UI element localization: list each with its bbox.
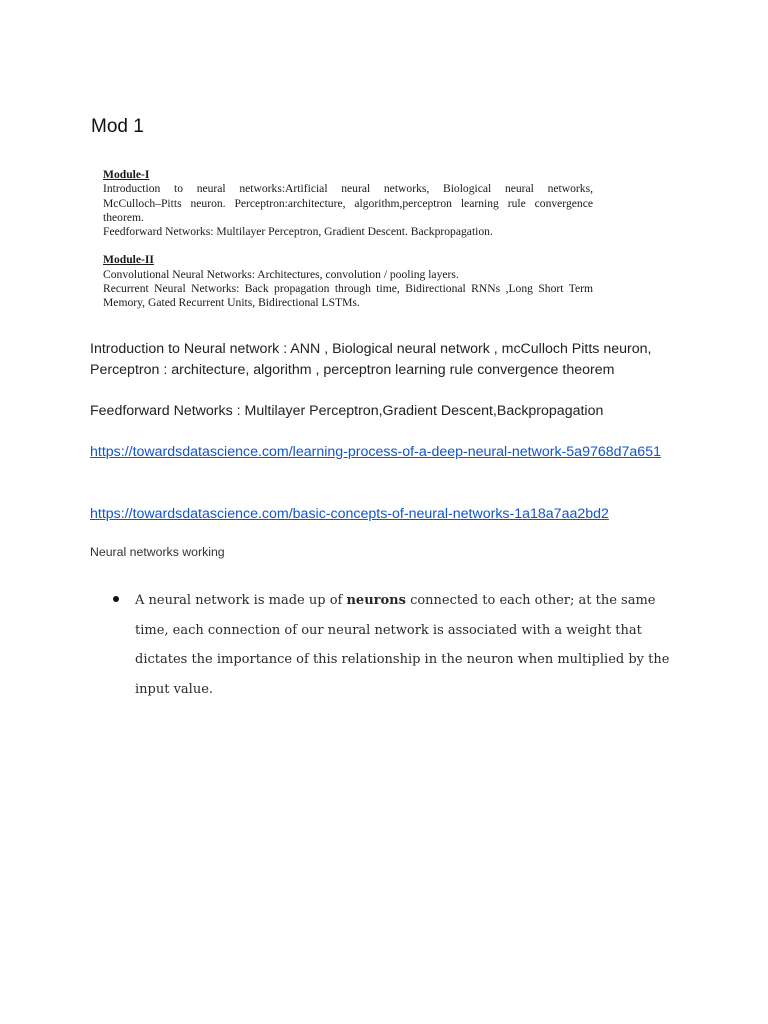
module-2-line: Memory, Gated Recurrent Units, Bidirectional LSTMs. <box>103 296 360 310</box>
module-1-line: Introduction to neural networks:Artificial neural networks, Biological neural networks, <box>103 182 593 196</box>
module-1-line: theorem. <box>103 210 144 224</box>
module-2-heading: Module-II <box>103 253 154 267</box>
intro-paragraph: Introduction to Neural network : ANN , Biological neural network , mcCulloch Pitts neuron, Perceptron : architecture, algorithm , perceptron learning rule convergence theorem <box>90 341 652 378</box>
bullet-list-item <box>113 586 673 704</box>
module-1-line: Feedforward Networks: Multilayer Perceptron, Gradient Descent. Backpropagation. <box>103 225 493 239</box>
syllabus-image <box>103 168 593 311</box>
link-basic-concepts[interactable]: https://towardsdatascience.com/basic-concepts-of-neural-networks-1a18a7aa2bd2 <box>90 506 609 522</box>
module-1-heading: Module-I <box>103 168 150 181</box>
module-2-line: Convolutional Neural Networks: Architectures, convolution / pooling layers. <box>103 267 459 281</box>
bullet-text: A neural network is made up of neurons connected to each other; at the same time, each connection of our neural network is associated with a weight that dictates the importance of this relationship in the neuron when multiplied by the input value. <box>135 593 670 697</box>
module-1-line: McCulloch–Pitts neuron. Perceptron:architecture, algorithm,perceptron learning rule convergence <box>103 196 593 210</box>
bold-term: neurons <box>346 593 406 608</box>
section-heading: Neural networks working <box>90 545 225 559</box>
page-title: Mod 1 <box>91 116 144 137</box>
link-learning-process[interactable]: https://towardsdatascience.com/learning-process-of-a-deep-neural-network-5a9768d7a651 <box>90 444 661 460</box>
bullet-dot-icon <box>113 596 119 602</box>
feedforward-line: Feedforward Networks : Multilayer Perceptron,Gradient Descent,Backpropagation <box>90 403 604 419</box>
module-2-line: Recurrent Neural Networks: Back propagation through time, Bidirectional RNNs ,Long Short Term <box>103 282 593 296</box>
